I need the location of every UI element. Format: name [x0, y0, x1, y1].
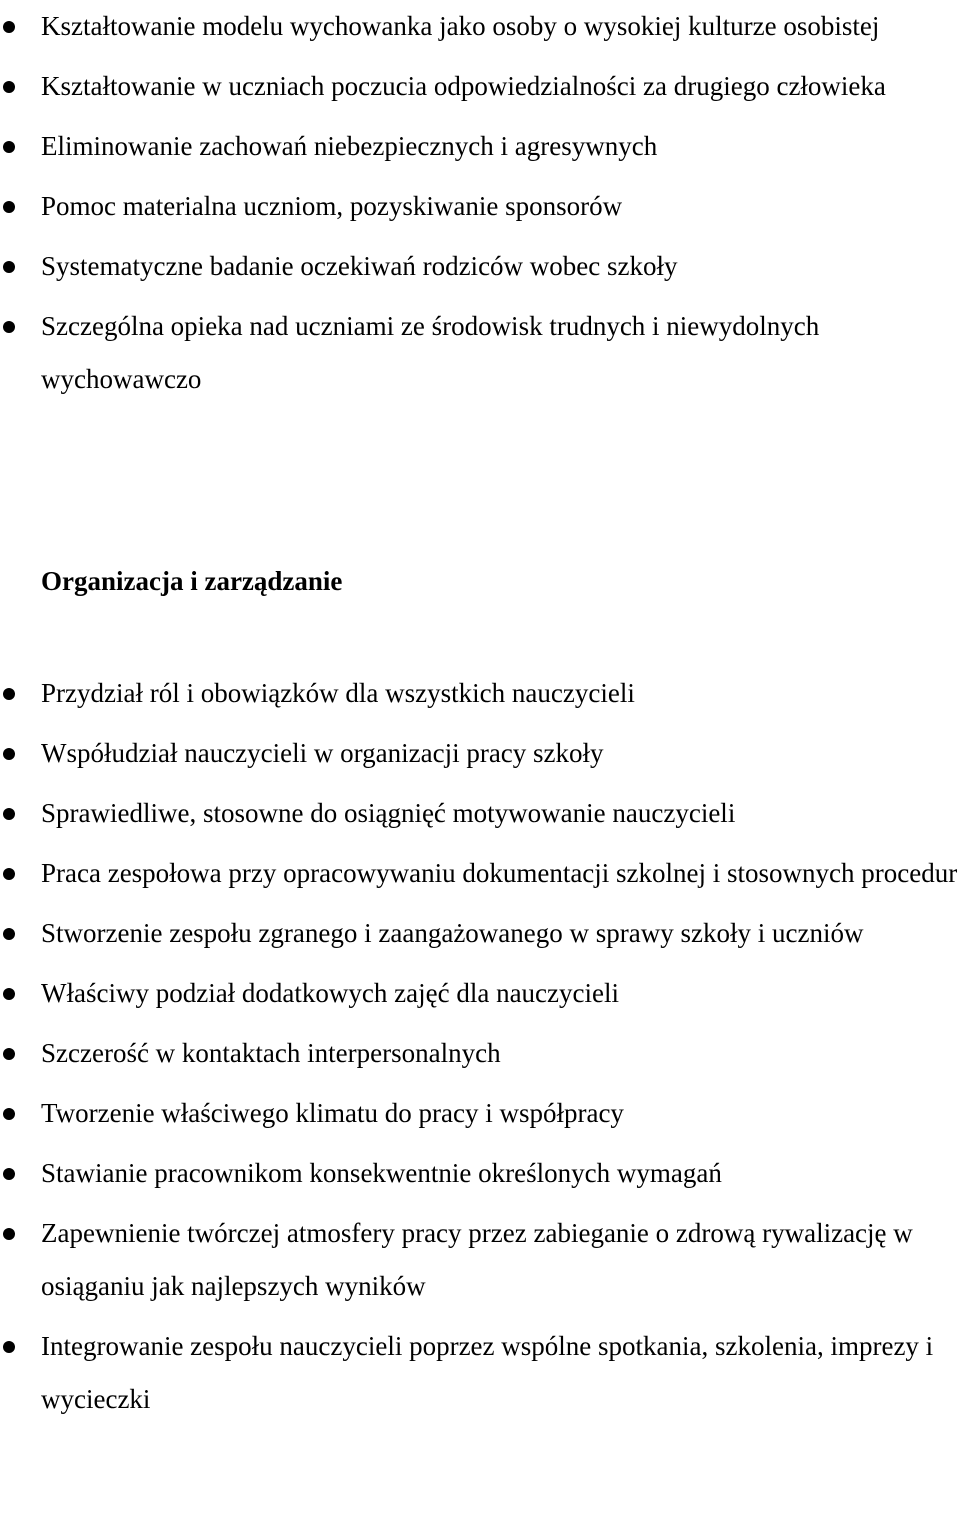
- list-item: [0, 1207, 960, 1313]
- list-item: [0, 1087, 960, 1140]
- bullet-icon: [3, 748, 15, 760]
- bullet-icon: [3, 868, 15, 880]
- list-item-text: Praca zespołowa przy opracowywaniu dokumentacji szkolnej i stosownych procedur: [41, 858, 958, 888]
- bullet-icon: [3, 1048, 15, 1060]
- list-item: [0, 967, 960, 1020]
- bullet-icon: [3, 988, 15, 1000]
- list-item-text: Pomoc materialna uczniom, pozyskiwanie sponsorów: [41, 191, 623, 221]
- list-item: [0, 1027, 960, 1080]
- list-item-text: Systematyczne badanie oczekiwań rodziców wobec szkoły: [41, 251, 678, 281]
- list-item: [0, 60, 960, 113]
- bullet-icon: [3, 808, 15, 820]
- list-item-text: Kształtowanie modelu wychowanka jako osoby o wysokiej kulturze osobistej: [41, 11, 880, 41]
- list-item-text: Stawianie pracownikom konsekwentnie określonych wymagań: [41, 1158, 722, 1188]
- bullet-icon: [3, 141, 15, 153]
- list-item: [0, 1320, 960, 1426]
- list-item-text: Szczególna opieka nad uczniami ze środowisk trudnych i niewydolnych wychowawczo: [41, 311, 820, 394]
- list-item-text: Zapewnienie twórczej atmosfery pracy przez zabieganie o zdrową rywalizację w osiąganiu jak najlepszych wyników: [41, 1218, 913, 1301]
- list-item-text: Szczerość w kontaktach interpersonalnych: [41, 1038, 501, 1068]
- list-item-text: Właściwy podział dodatkowych zajęć dla nauczycieli: [41, 978, 619, 1008]
- list-item-text: Kształtowanie w uczniach poczucia odpowiedzialności za drugiego człowieka: [41, 71, 886, 101]
- list-item-text: Tworzenie właściwego klimatu do pracy i współpracy: [41, 1098, 624, 1128]
- bullet-list-upbringing: [0, 0, 960, 413]
- list-item-text: Współudział nauczycieli w organizacji pracy szkoły: [41, 738, 604, 768]
- bullet-icon: [3, 1341, 15, 1353]
- bullet-icon: [3, 928, 15, 940]
- list-item: [0, 300, 960, 406]
- section-heading: Organizacja i zarządzanie: [41, 566, 343, 596]
- list-item-text: Sprawiedliwe, stosowne do osiągnięć motywowanie nauczycieli: [41, 798, 736, 828]
- list-item: [0, 667, 960, 720]
- bullet-icon: [3, 1228, 15, 1240]
- bullet-icon: [3, 261, 15, 273]
- bullet-icon: [3, 201, 15, 213]
- list-item: [0, 1147, 960, 1200]
- bullet-icon: [3, 1108, 15, 1120]
- list-item: [0, 847, 960, 900]
- bullet-icon: [3, 81, 15, 93]
- list-item: [0, 240, 960, 293]
- list-item-text: Eliminowanie zachowań niebezpiecznych i agresywnych: [41, 131, 658, 161]
- bullet-list-management: [0, 667, 960, 1433]
- bullet-icon: [3, 1168, 15, 1180]
- bullet-icon: [3, 688, 15, 700]
- list-item: [0, 0, 960, 53]
- list-item: [0, 180, 960, 233]
- list-item: [0, 907, 960, 960]
- list-item-text: Integrowanie zespołu nauczycieli poprzez wspólne spotkania, szkolenia, imprezy i wycieczki: [41, 1331, 934, 1414]
- bullet-icon: [3, 321, 15, 333]
- list-item-text: Stworzenie zespołu zgranego i zaangażowanego w sprawy szkoły i uczniów: [41, 918, 864, 948]
- bullet-icon: [3, 21, 15, 33]
- list-item: [0, 727, 960, 780]
- list-item: [0, 787, 960, 840]
- list-item-text: Przydział ról i obowiązków dla wszystkich nauczycieli: [41, 678, 635, 708]
- list-item: [0, 120, 960, 173]
